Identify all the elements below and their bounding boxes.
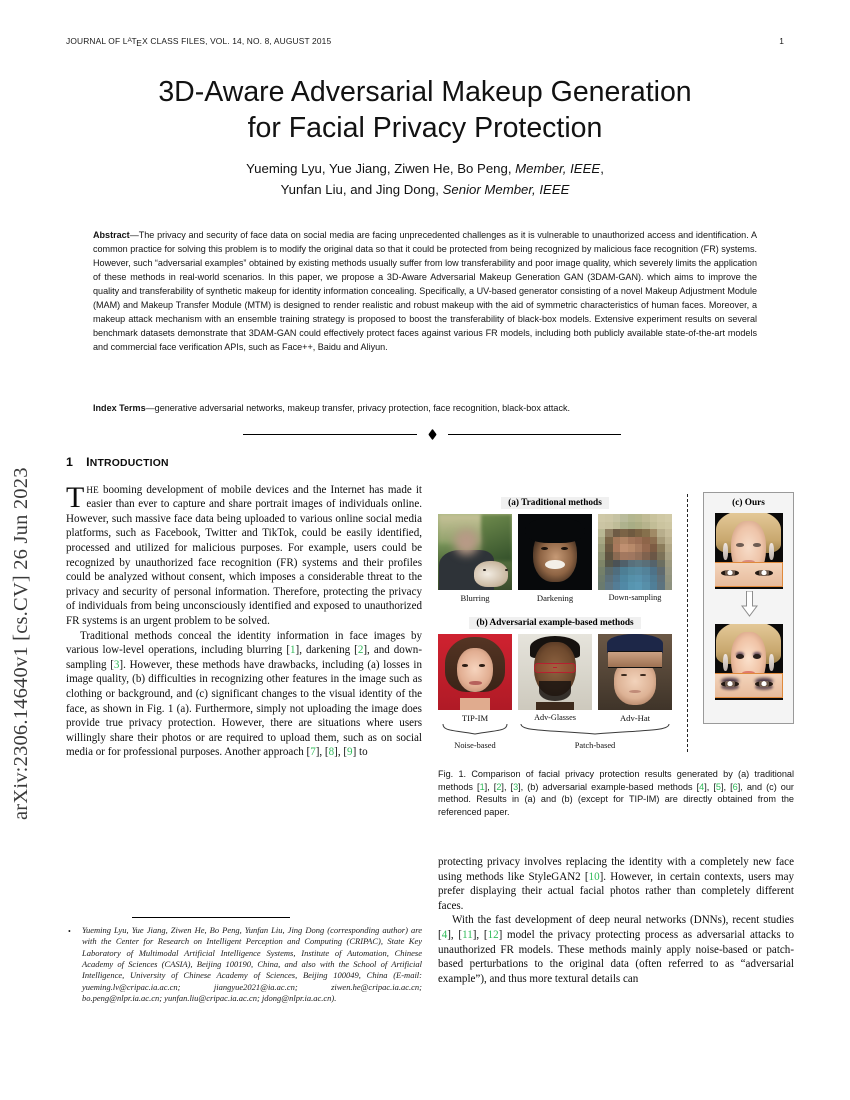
caption-advglasses: Adv-Glasses	[534, 713, 576, 722]
bullet-icon: •	[68, 927, 71, 936]
hat-face	[614, 661, 655, 705]
p2-seg7: ] to	[352, 746, 368, 759]
figcap-citation-6[interactable]: 6	[732, 781, 738, 792]
intro-paragraph-2	[66, 629, 422, 760]
p2-seg1: Traditional methods conceal the identity information in face images by various low-level operations, including blurring [	[66, 629, 422, 657]
figcap-s4: ], (b) adversarial example-based methods [	[518, 781, 700, 792]
citation-9[interactable]: 9	[347, 746, 353, 759]
intro-paragraph-1-body: booming development of mobile devices and the Internet has made it easier than ever to capture and share portrait images of individuals online. However, such massive face data being uploaded to various online social media platforms, such as Facebook, Twitter and TikTok, could be easily identified, processed and utilized for malicious purposes. For example, users could be recognized by unauthorized face recognition (FR) systems and their profiles could be analyzed without consent, which imposes a considerable threat to the privacy and security of personal information. Therefore, protecting the privacy of individuals from being unconsciously identified and exposed to unauthorized FR systems is an urgent problem to be solved.	[66, 483, 422, 627]
citation-1[interactable]: 1	[290, 644, 296, 657]
thumbnail-advglasses	[518, 634, 592, 710]
author-membership-1: Member, IEEE	[515, 161, 601, 176]
caption-blurring: Blurring	[460, 593, 490, 603]
tip-neck	[460, 698, 490, 710]
rp2-seg1: With the fast development of deep neural networks (DNNs), recent studies [	[438, 914, 794, 941]
figure-cell-downsampling	[598, 514, 672, 603]
thumbnail-tipim	[438, 634, 512, 710]
figure-brace-row	[438, 724, 672, 758]
figure-caption	[438, 768, 794, 818]
right-paragraph-1	[438, 855, 794, 913]
figcap-s6: ], [	[720, 781, 733, 792]
author-line-1	[66, 158, 784, 179]
right-column	[438, 855, 794, 986]
figcap-citation-4[interactable]: 4	[699, 781, 705, 792]
drop-cap: T	[66, 480, 85, 514]
divider-rule-right	[448, 434, 622, 435]
figure-row-a	[438, 514, 672, 603]
title-line-2: for Facial Privacy Protection	[247, 112, 603, 144]
figure-1	[438, 492, 794, 818]
divider-rule-left	[243, 434, 417, 435]
figcap-citation-1[interactable]: 1	[479, 781, 485, 792]
abstract	[93, 228, 757, 354]
figcap-citation-2[interactable]: 2	[496, 781, 502, 792]
tip-lips	[469, 681, 482, 685]
thumbnail-darkening	[518, 514, 592, 590]
figcap-citation-3[interactable]: 3	[513, 781, 519, 792]
figcap-s7: ], and (c) our method. Results in (a) and (b) (except for TIP-IM) are directly obtained from the referenced paper.	[438, 781, 794, 817]
inset-makeup-eye-left	[721, 681, 739, 687]
citation-12[interactable]: 12	[487, 928, 499, 941]
abstract-label: Abstract	[93, 230, 130, 240]
caption-darkening: Darkening	[536, 593, 574, 603]
brace-patch-based	[520, 724, 670, 736]
panel-b-title-wrap	[438, 612, 672, 630]
index-terms-dash: —	[145, 403, 155, 413]
brace-label-noise-based: Noise-based	[454, 741, 496, 750]
citation-3[interactable]: 3	[113, 658, 120, 671]
abstract-dash: —	[129, 230, 139, 240]
brace-noise-based	[442, 724, 508, 736]
p2-seg5: ], [	[315, 746, 329, 759]
rp2-seg4: ] model the privacy protecting process as adversarial attacks to unauthorized FR models. These methods mainly apply noise-based or patch-based perturbations to the original data (often referred to as “adversarial example”), and thus more textural details can	[438, 928, 794, 985]
author-list	[66, 158, 784, 200]
figcap-s2: ], [	[484, 781, 497, 792]
figure-divider	[687, 494, 688, 752]
figure-cell-darkening	[518, 514, 592, 603]
panel-a-title-wrap	[438, 492, 672, 510]
inset-eye-left	[721, 570, 739, 576]
figcap-s5: ], [	[704, 781, 716, 792]
index-terms-label: Index Terms	[93, 403, 146, 413]
panel-c-ours	[703, 492, 794, 724]
p2-seg2: ], darkening [	[295, 644, 358, 657]
abstract-body: The privacy and security of face data on social media are facing unprecedented challenges as it is vulnerable to unauthorized access and identification. A common practice for solving this problem is to modify the original data so that it could be protected from being recognized by malicious face recognition (FR) systems. However, such “adversarial examples” obtained by existing methods usually suffer from low transferability and poor image quality, which severely limits the application of these methods in real-world scenarios. In this paper, we propose a 3D-Aware Adversarial Makeup Generation GAN (3DAM-GAN). which aims to improve the quality and transferability of synthetic makeup for identity information concealing. Specifically, a UV-based generator consisting of a novel Makeup Adjustment Module (MAM) and Makeup Transfer Module (MTM) is designed to render realistic and robust makeup with the aid of symmetric characteristics of human faces. Moreover, a makeup attack mechanism with an ensemble training strategy is proposed to boost the transferability of black-box models. Extensive experiment results on several benchmark datasets demonstrate that 3DAM-GAN could effectively protect faces against various FR models, including both publicly available state-of-the-art models and commercial face verification APIs, such as Face++, Baidu and Aliyun.	[93, 230, 757, 353]
page-number: 1	[779, 36, 784, 46]
section-divider	[243, 425, 621, 443]
section-title-rest: NTRODUCTION	[89, 458, 169, 469]
brace-label-patch-based: Patch-based	[574, 741, 616, 750]
inset-eye-right	[755, 570, 773, 576]
caption-tipim: TIP-IM	[461, 713, 489, 723]
figure-row-b	[438, 634, 672, 723]
thumbnail-blurring	[438, 514, 512, 590]
thumbnail-ours-original	[715, 513, 783, 589]
citation-11[interactable]: 11	[462, 928, 473, 941]
citation-4[interactable]: 4	[441, 928, 448, 941]
ours-makeup-earring-left	[723, 654, 728, 671]
hat-eyes	[621, 674, 627, 677]
page-title	[66, 74, 784, 146]
figure-panels	[438, 492, 794, 756]
adversarial-patch-icon	[608, 651, 661, 668]
thumbnail-ours-result	[715, 624, 783, 700]
figure-cell-advglasses	[518, 634, 592, 723]
ours-earring-right	[769, 543, 774, 560]
p2-seg4: ]. However, these methods have drawbacks, including (a) losses in image quality, (b) difficulties in recognizing other features in the image such as clothing or background, and (c) significant changes to the visual identity of the face, as shown in Fig. 1 (a). Furthermore, simply not uploading the image does provide true privacy protection. However, there are situations where users willingly share their photos or are required to upload them, such as on social media or for professional purposes. Another approach [	[66, 658, 422, 759]
caption-advhat: Adv-Hat	[619, 713, 651, 723]
right-paragraph-2	[438, 913, 794, 986]
p2-seg3: ], and down-sampling [	[66, 644, 422, 671]
running-head	[66, 36, 784, 46]
citation-10[interactable]: 10	[588, 870, 600, 883]
author-comma: ,	[600, 161, 604, 176]
author-names-2: Yunfan Liu, and Jing Dong,	[280, 182, 443, 197]
p2-seg6: ], [	[334, 746, 348, 759]
title-line-1: 3D-Aware Adversarial Makeup Generation	[158, 76, 692, 108]
author-membership-2: Senior Member, IEEE	[442, 182, 570, 197]
ours-makeup-earring-right	[769, 654, 774, 671]
intro-smallcaps: HE	[86, 484, 99, 495]
citation-2[interactable]: 2	[357, 644, 364, 657]
index-terms-body: generative adversarial networks, makeup transfer, privacy protection, face recognition, black-box attack.	[154, 403, 571, 413]
figure-panels-ab	[438, 492, 672, 758]
running-head-suffix: CLASS FILES, VOL. 14, NO. 8, AUGUST 2015	[147, 36, 332, 46]
running-head-journal	[66, 36, 331, 46]
thumbnail-advhat	[598, 634, 672, 710]
section-title-first: I	[86, 455, 90, 469]
thumbnail-downsampling	[598, 514, 672, 590]
section-heading-introduction	[66, 455, 422, 472]
tip-face	[457, 648, 493, 692]
caption-downsampling: Down-sampling	[608, 593, 662, 602]
intro-paragraph-1	[66, 480, 422, 629]
ours-eye-inset-original	[715, 562, 783, 588]
footnote-text: Yueming Lyu, Yue Jiang, Ziwen He, Bo Peng, Yunfan Liu, Jing Dong (corresponding author) are with the Center for Research on Intelligent Perception and Computing (CRIPAC), State Key Laboratory of Multimodal Artificial Intelligence Systems, Institute of Automation, Chinese Academy of Sciences (CASIA), Beijing 100190, China, and also with the School of Artificial Intelligence, University of Chinese Academy of Sciences, Beijing 100049, China (E-mail: yueming.lv@cripac.ia.ac.cn; jiangyue2021@ia.ac.cn; ziwen.he@cripac.ia.ac.cn; bo.peng@nlpr.ia.ac.cn; yunfan.liu@cripac.ia.ac.cn; jdong@nlpr.ia.ac.cn).	[82, 925, 422, 1004]
citation-8[interactable]: 8	[328, 746, 335, 759]
figure-cell-advhat	[598, 634, 672, 723]
inset-makeup-eye-right	[755, 681, 773, 687]
ours-earring-left	[723, 543, 728, 560]
rp1-seg1: protecting privacy involves replacing the identity with a completely new face using methods like StyleGAN2 [	[438, 856, 794, 883]
index-terms	[93, 401, 757, 415]
diamond-icon	[428, 428, 437, 439]
running-head-prefix: JOURNAL OF	[66, 36, 123, 46]
ours-eye-inset-result	[715, 673, 783, 699]
arrow-down-icon	[704, 589, 795, 619]
left-column	[66, 455, 422, 760]
panel-a-title: (a) Traditional methods	[501, 497, 609, 509]
rp2-seg3: ], [	[472, 928, 488, 941]
figcap-citation-5[interactable]: 5	[715, 781, 721, 792]
footnote-affiliation	[66, 925, 422, 1004]
arxiv-stamp: arXiv:2306.14640v1 [cs.CV] 26 Jun 2023	[10, 467, 32, 820]
citation-7[interactable]: 7	[310, 746, 316, 759]
author-names-1: Yueming Lyu, Yue Jiang, Ziwen He, Bo Peng,	[246, 161, 516, 176]
panel-c-title: (c) Ours	[732, 498, 765, 508]
blur-dog	[474, 561, 508, 587]
figure-cell-blurring	[438, 514, 512, 603]
dark-hair	[525, 517, 584, 543]
panel-b-title: (b) Adversarial example-based methods	[469, 617, 640, 629]
rp2-seg2: ], [	[447, 928, 463, 941]
glass-neck	[536, 702, 574, 710]
author-line-2	[66, 179, 784, 200]
footnote-rule	[132, 917, 290, 918]
figure-cell-tipim	[438, 634, 512, 723]
figcap-s3: ], [	[501, 781, 514, 792]
section-number: 1	[66, 455, 74, 469]
rp1-seg2: ]. However, in certain contexts, users may prefer displaying their actual facial photos rather than completely different faces.	[438, 870, 794, 912]
adversarial-glasses-icon	[534, 663, 575, 673]
figcap-s1: Fig. 1. Comparison of facial privacy protection results generated by (a) traditional methods [	[438, 769, 794, 792]
latex-logo: $L^ATEX$	[122, 36, 148, 48]
glass-beard	[539, 681, 572, 701]
